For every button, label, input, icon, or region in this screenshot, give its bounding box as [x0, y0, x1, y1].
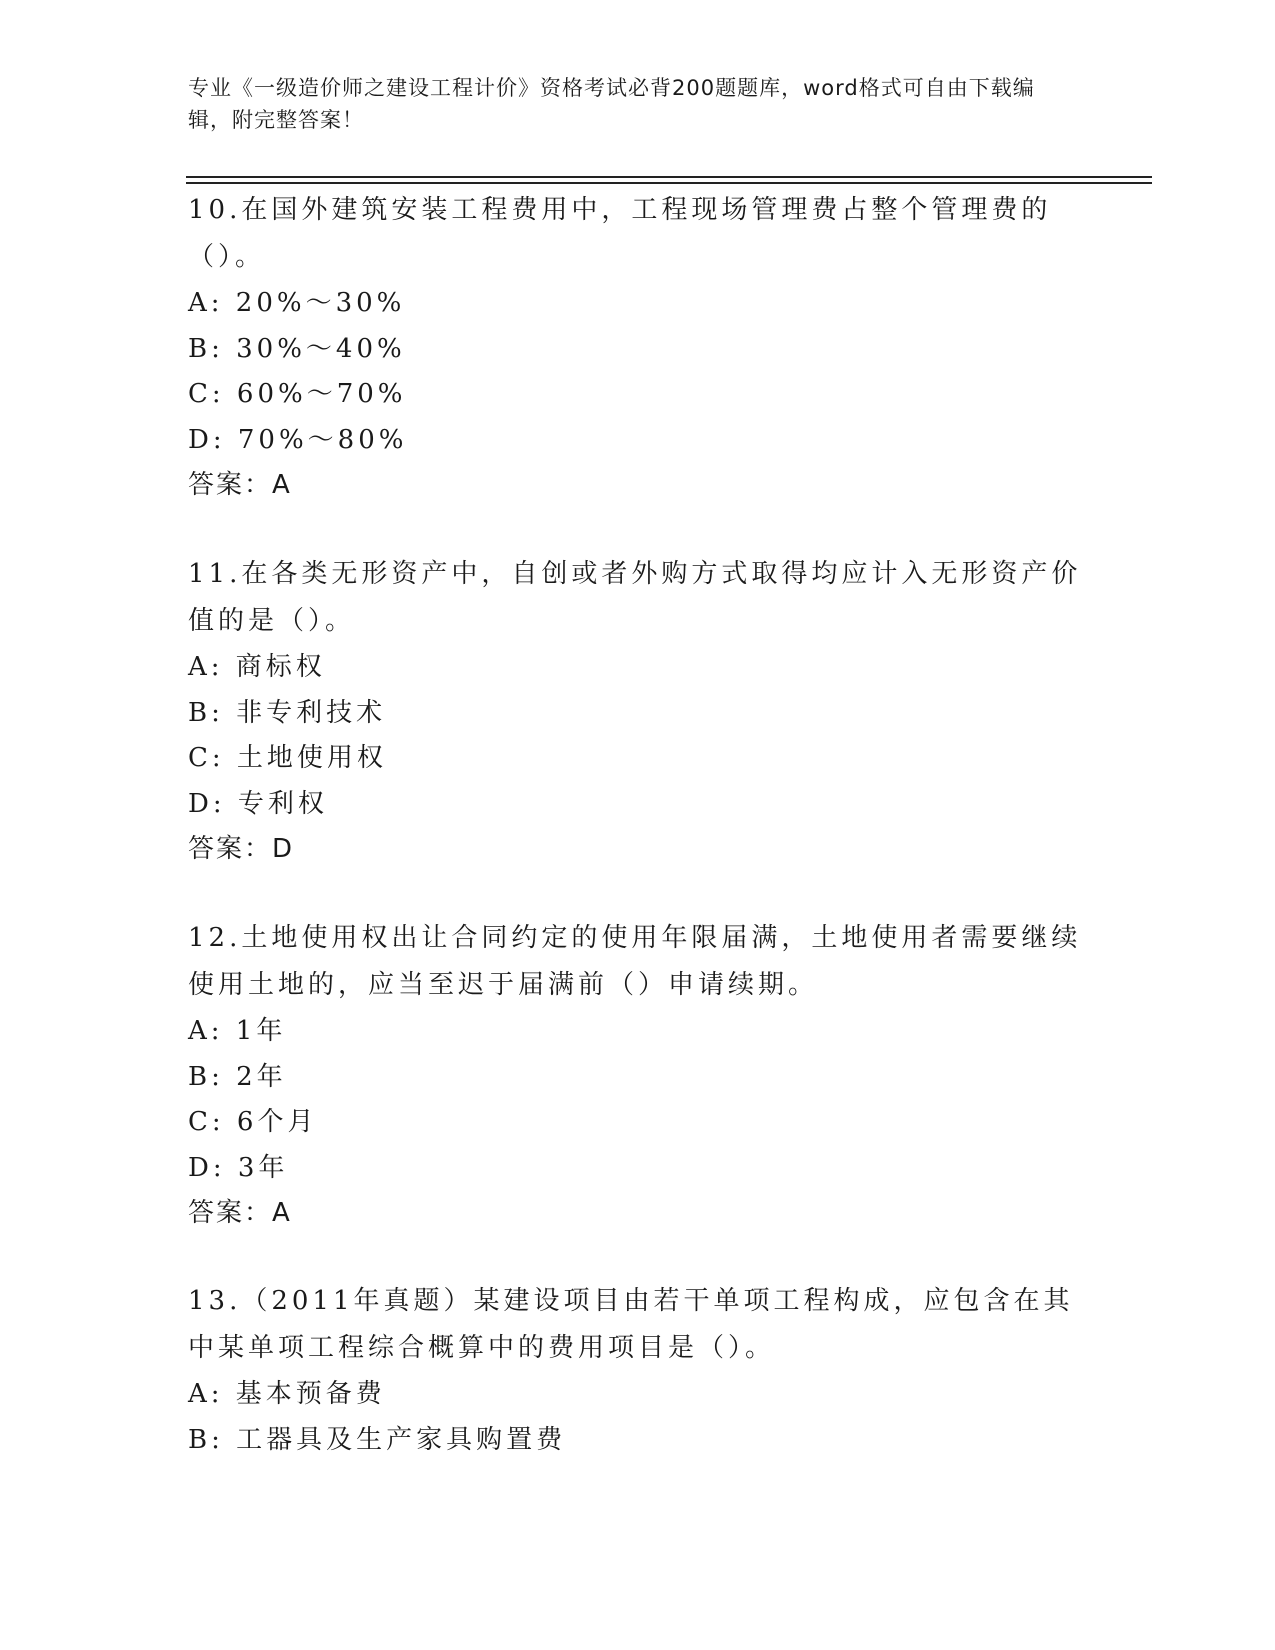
header-divider-top: [186, 176, 1152, 178]
option-d: D: 70%～80%: [188, 424, 408, 455]
document-header: 专业《一级造价师之建设工程计价》资格考试必背200题题库，word格式可自由下载编辑，附完整答案！: [188, 76, 1035, 132]
question-12: [188, 915, 1088, 1235]
question-stem: 11.在各类无形资产中，自创或者外购方式取得均应计入无形资产价值的是（）。: [188, 559, 1082, 636]
question-stem: 13.（2011年真题）某建设项目由若干单项工程构成，应包含在其中某单项工程综合概算中的费用项目是（）。: [188, 1286, 1074, 1363]
option-a: A: 基本预备费: [188, 1379, 386, 1409]
option-b: B: 30%～40%: [188, 333, 406, 364]
header-divider-bottom: [186, 182, 1152, 184]
option-b: B: 2年: [188, 1061, 287, 1092]
question-10: [188, 187, 1088, 507]
question-11: [188, 551, 1088, 871]
option-c: C: 土地使用权: [188, 743, 387, 773]
question-stem: 10.在国外建筑安装工程费用中，工程现场管理费占整个管理费的（）。: [188, 195, 1052, 272]
option-c: C: 6个月: [188, 1107, 318, 1137]
option-a: A: 商标权: [188, 652, 326, 682]
answer: 答案：D: [188, 834, 295, 864]
option-d: D: 专利权: [188, 788, 328, 819]
question-stem: 12.土地使用权出让合同约定的使用年限届满，土地使用者需要继续使用土地的，应当至迟于届满前（）申请续期。: [188, 923, 1082, 1000]
question-13: [188, 1278, 1088, 1463]
option-c: C: 60%～70%: [188, 379, 407, 409]
option-b: B: 工器具及生产家具购置费: [188, 1424, 567, 1455]
option-d: D: 3年: [188, 1152, 289, 1183]
option-a: A: 20%～30%: [188, 288, 406, 318]
option-b: B: 非专利技术: [188, 697, 387, 728]
answer: 答案：A: [188, 1198, 292, 1228]
option-a: A: 1年: [188, 1016, 287, 1046]
answer: 答案：A: [188, 470, 292, 500]
